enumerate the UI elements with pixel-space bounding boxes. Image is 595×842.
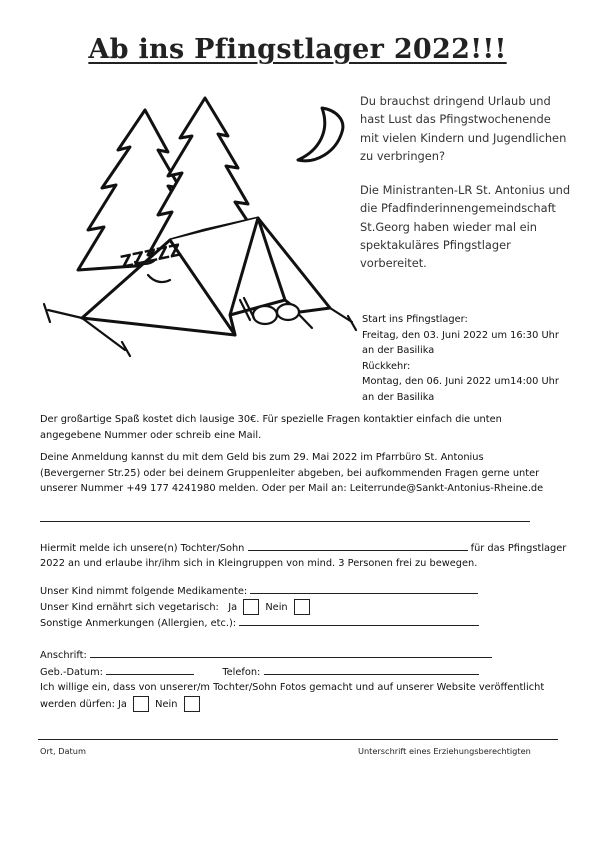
remarks-row [40,615,479,632]
vegetarian-label: Unser Kind ernährt sich vegetarisch: [40,602,219,613]
medication-field[interactable] [250,583,478,594]
consent-line-2: 2022 an und erlaube ihr/ihm sich in Kleingruppen von mind. 3 Personen frei zu bewegen. [40,558,478,569]
return-place: an der Basilika [362,391,435,403]
photo-consent-text: werden dürfen: Ja [40,699,127,710]
sleep-zzz: ZZZZZ [118,240,184,273]
intro-paragraph-1: Du brauchst dringend Urlaub und hast Lust das Pfingstwochenende mit vielen Kindern und Jugendlichen zu verbringen? [360,94,567,163]
consent-text-2: für das Pfingstlager [470,543,567,554]
vegetarian-no-label: Nein [265,602,288,613]
intro-paragraph-2: Die Ministranten-LR St. Antonius und die Pfadfinderinnengemeindschaft St.Georg haben wieder mal ein spektakuläres Pfingstlager vorbereitet. [360,183,571,271]
signature-line[interactable] [38,739,558,740]
medication-row [40,583,478,600]
medication-label: Unser Kind nimmt folgende Medikamente: [40,586,248,597]
phone-label: Telefon: [222,667,261,678]
address-field[interactable] [90,647,492,658]
remarks-label: Sonstige Anmerkungen (Allergien, etc.): [40,618,237,629]
page-title: Ab ins Pfingstlager 2022!!! [88,34,507,65]
vegetarian-no-checkbox[interactable] [294,599,310,615]
child-name-field[interactable] [248,540,468,551]
photo-consent-line-1: Ich willige ein, dass von unserer/m Tochter/Sohn Fotos gemacht und auf unserer Website veröffentlicht [40,682,545,693]
address-label: Anschrift: [40,650,87,661]
remarks-field[interactable] [239,615,479,626]
photo-consent-row [40,696,203,713]
intro-text [360,92,572,289]
start-place: an der Basilika [362,345,435,356]
consent-text-1: Hiermit melde ich unsere(n) Tochter/Sohn [40,543,245,554]
birthdate-label: Geb.-Datum: [40,667,103,678]
photo-no-label: Nein [155,699,178,710]
start-value: Freitag, den 03. Juni 2022 um 16:30 Uhr [362,329,559,341]
place-date-label: Ort, Datum [40,746,86,756]
vegetarian-row [40,599,313,616]
birthdate-phone-row [40,664,479,681]
dates-block [362,312,572,405]
cost-paragraph: Der großartige Spaß kostet dich lausige 30€. Für spezielle Fragen kontaktier einfach die unten angegebene Nummer oder schreib eine Mail. [40,414,502,441]
moon-icon [298,108,343,161]
section-divider [40,521,530,522]
photo-yes-checkbox[interactable] [133,696,149,712]
vegetarian-yes-label: Ja [228,602,238,613]
registration-paragraph: Deine Anmeldung kannst du mit dem Geld bis zum 29. Mai 2022 im Pfarrbüro St. Antonius (Bevergerner Str.25) oder bei deinem Gruppenleiter abgeben, bei aufkommenden Fragen gerne unter unserer Nummer +49 177 4241980 melden. Oder per Mail an: Leiterrunde@Sankt-Antonius-Rheine.de [40,452,544,495]
guardian-signature-label: Unterschrift eines Erziehungsberechtigten [358,746,531,756]
start-label: Start ins Pfingstlager: [362,314,468,325]
photo-no-checkbox[interactable] [184,696,200,712]
birthdate-field[interactable] [106,664,194,675]
return-value: Montag, den 06. Juni 2022 um14:00 Uhr [362,376,559,387]
consent-line-1 [40,540,566,557]
tent-illustration [30,90,360,360]
phone-field[interactable] [264,664,479,675]
address-row [40,647,492,664]
return-label: Rückkehr: [362,360,411,372]
vegetarian-yes-checkbox[interactable] [243,599,259,615]
